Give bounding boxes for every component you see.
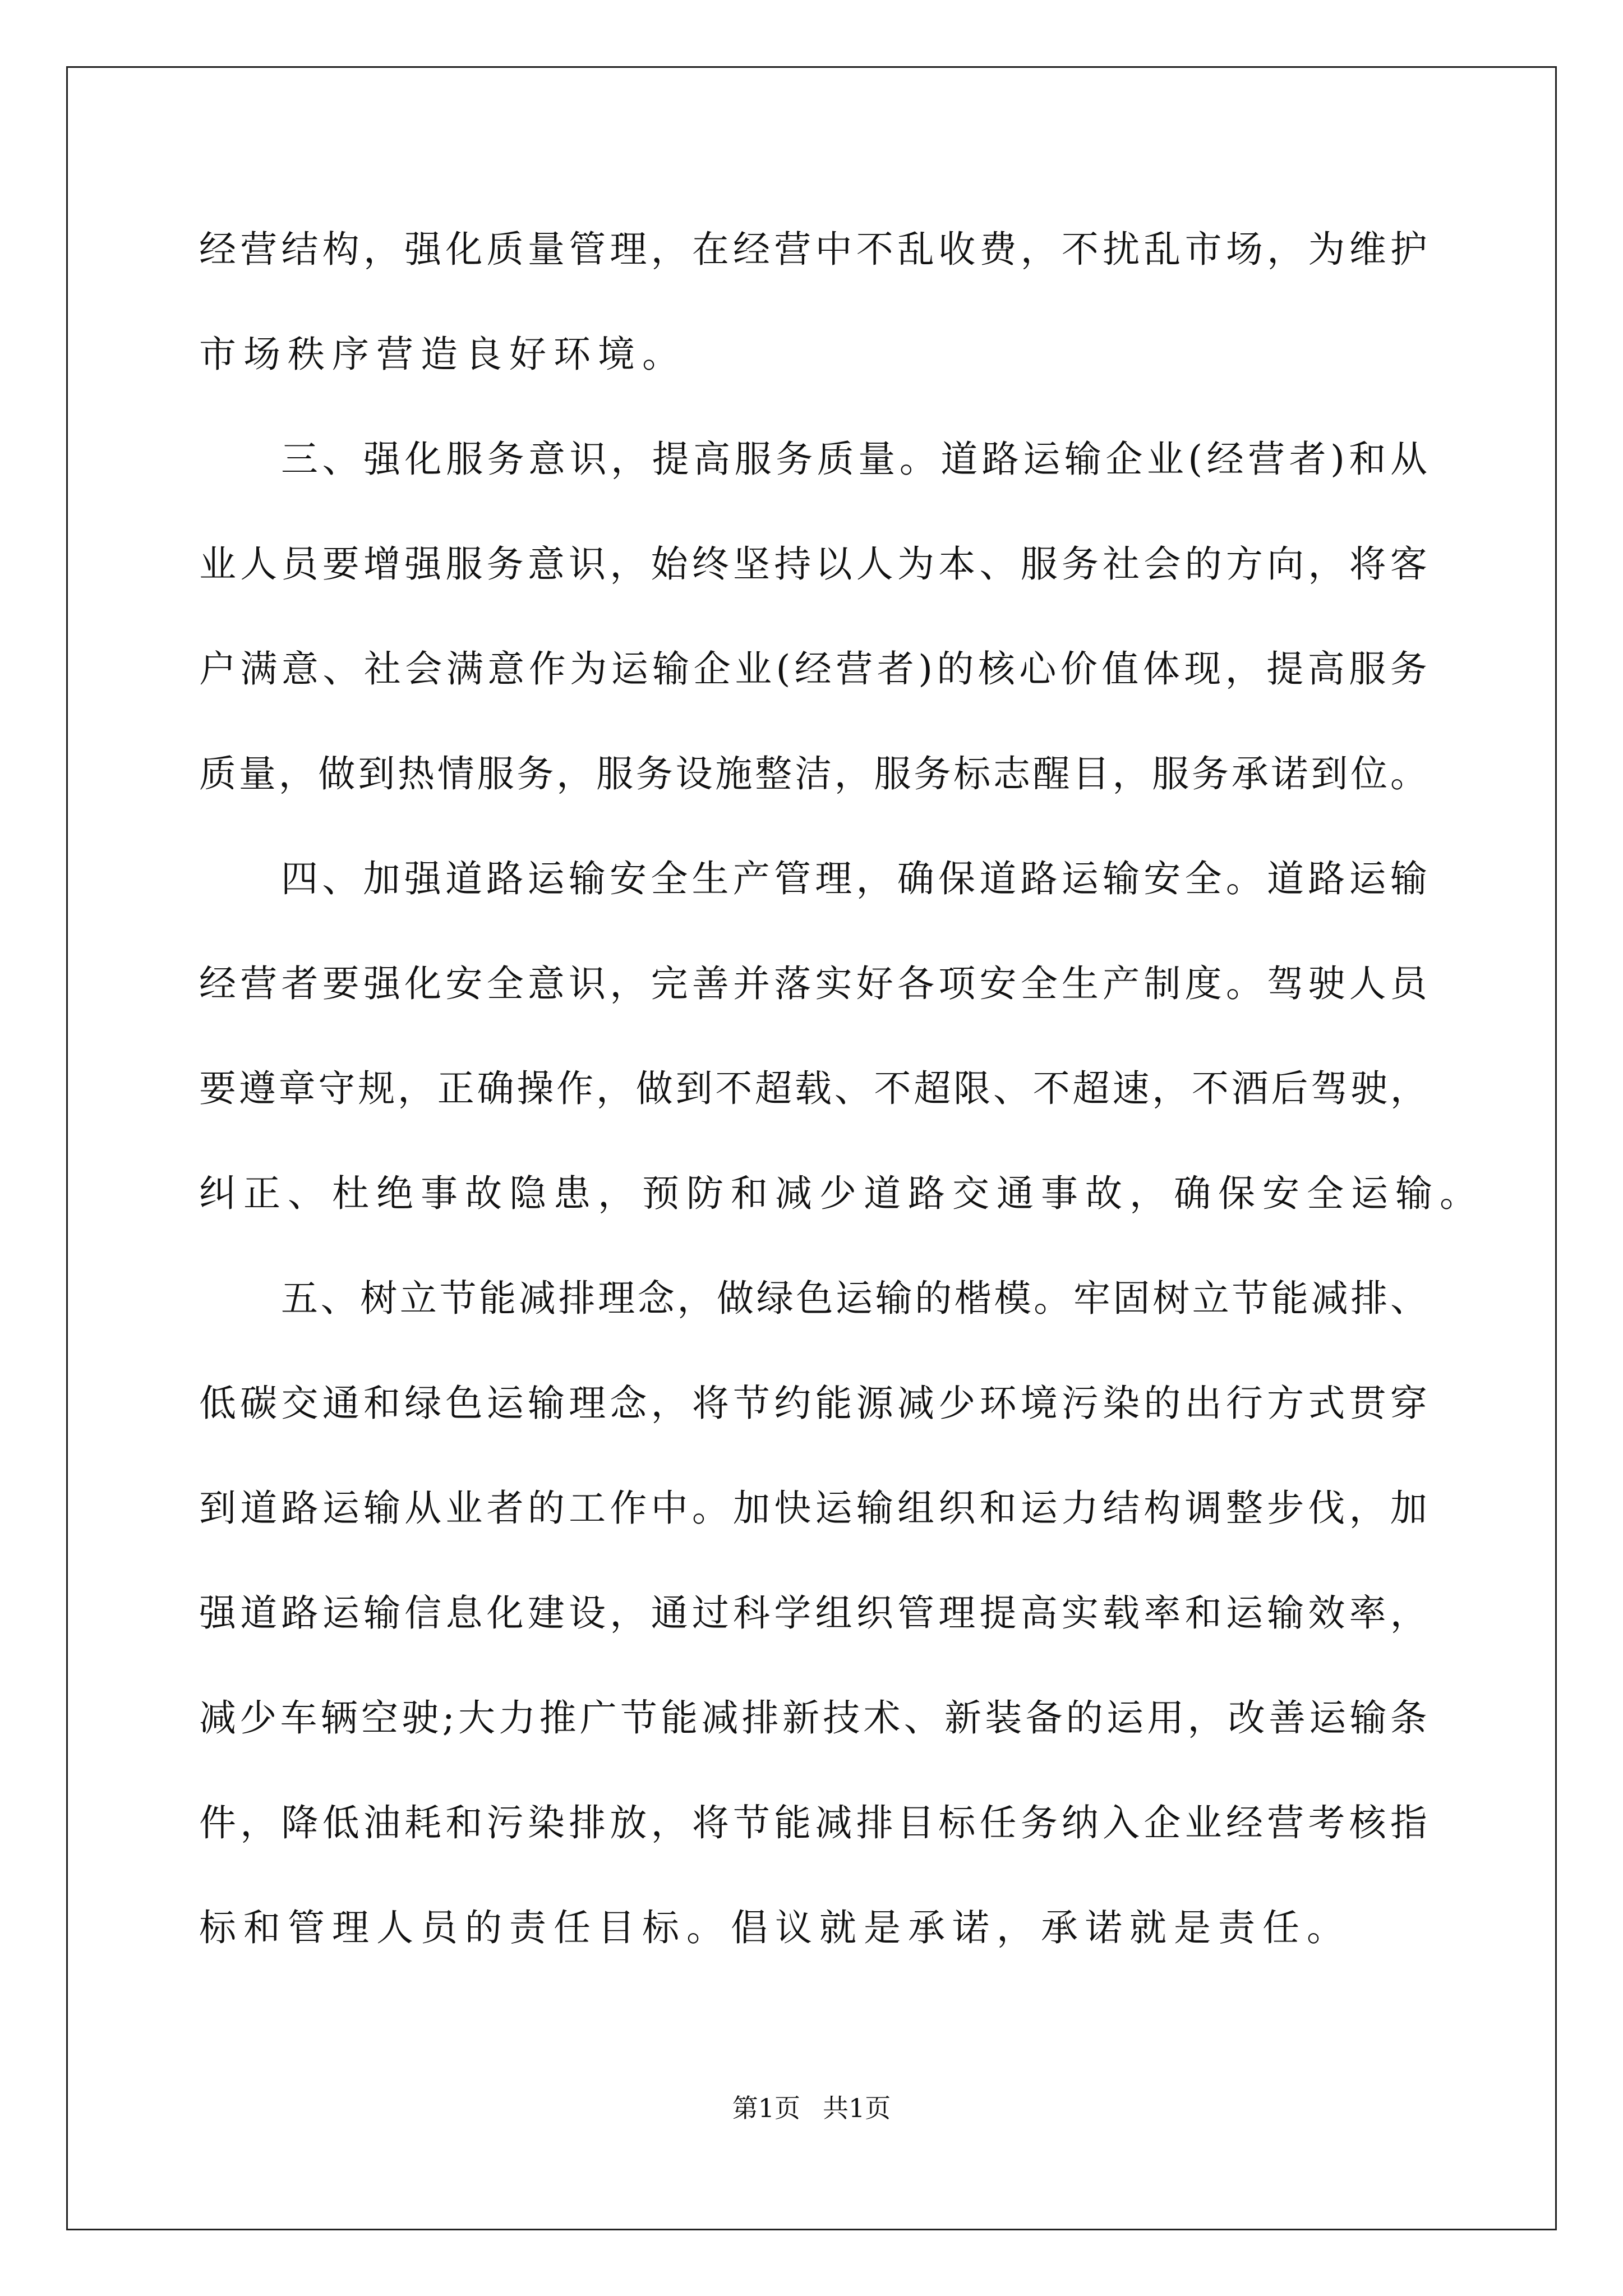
text-line: 业 人 员 要 增 强 服 务 意 识 ， 始 终 坚 持 以 人 为 本 、 服 务 社 会 的 方 向 ， 将 客 — [199, 542, 1427, 586]
text-line: 减 少 车 辆 空 驶 ; 大 力 推 广 节 能 减 排 新 技 术 、 新 装 备 的 运 用 ， 改 善 运 输 条 — [199, 1696, 1427, 1740]
text-line: 经 营 者 要 强 化 安 全 意 识 ， 完 善 并 落 实 好 各 项 安 全 生 产 制 度 。 驾 驶 人 员 — [199, 962, 1427, 1005]
page-number-total: 共1页 — [823, 2093, 891, 2123]
text-line: 件 ， 降 低 油 耗 和 污 染 排 放 ， 将 节 能 减 排 目 标 任 务 纳 入 企 业 经 营 考 核 指 — [199, 1801, 1427, 1844]
text-line: 纠正、杜绝事故隐患，预防和减少道路交通事故，确保安全运输。 — [199, 1172, 1484, 1215]
paragraph-start-line: 三 、 强 化 服 务 意 识 ， 提 高 服 务 质 量 。 道 路 运 输 企 业 ( 经 营 者 ) 和 从 — [281, 438, 1427, 481]
text-line: 低 碳 交 通 和 绿 色 运 输 理 念 ， 将 节 约 能 源 减 少 环 境 污 染 的 出 行 方 式 贯 穿 — [199, 1382, 1427, 1425]
text-line: 强 道 路 运 输 信 息 化 建 设 ， 通 过 科 学 组 织 管 理 提 高 实 载 率 和 运 输 效 率 ， — [199, 1591, 1427, 1635]
text-line: 经 营 结 构 ， 强 化 质 量 管 理 ， 在 经 营 中 不 乱 收 费 ， 不 扰 乱 市 场 ， 为 维 护 — [199, 228, 1427, 271]
text-line: 户 满 意 、 社 会 满 意 作 为 运 输 企 业 ( 经 营 者 ) 的 核 心 价 值 体 现 ， 提 高 服 务 — [199, 647, 1427, 691]
page-number-current: 第1页 — [732, 2093, 800, 2123]
text-line: 到 道 路 运 输 从 业 者 的 工 作 中 。 加 快 运 输 组 织 和 运 力 结 构 调 整 步 伐 ， 加 — [199, 1487, 1427, 1530]
text-line: 市场秩序营造良好环境。 — [199, 333, 686, 376]
page-footer — [0, 2088, 1623, 2125]
paragraph-start-line: 五 、 树 立 节 能 减 排 理 念 ， 做 绿 色 运 输 的 楷 模 。 牢 固 树 立 节 能 减 排 、 — [281, 1277, 1427, 1320]
paragraph-start-line: 四 、 加 强 道 路 运 输 安 全 生 产 管 理 ， 确 保 道 路 运 输 安 全 。 道 路 运 输 — [281, 857, 1427, 900]
document-body — [199, 219, 1484, 2002]
text-line: 标和管理人员的责任目标。倡议就是承诺，承诺就是责任。 — [199, 1906, 1351, 1949]
text-line: 要 遵 章 守 规 ， 正 确 操 作 ， 做 到 不 超 载 、 不 超 限 、 不 超 速 ， 不 酒 后 驾 驶 ， — [199, 1067, 1427, 1110]
text-line: 质 量 ， 做 到 热 情 服 务 ， 服 务 设 施 整 洁 ， 服 务 标 志 醒 目 ， 服 务 承 诺 到 位 。 — [199, 752, 1427, 795]
